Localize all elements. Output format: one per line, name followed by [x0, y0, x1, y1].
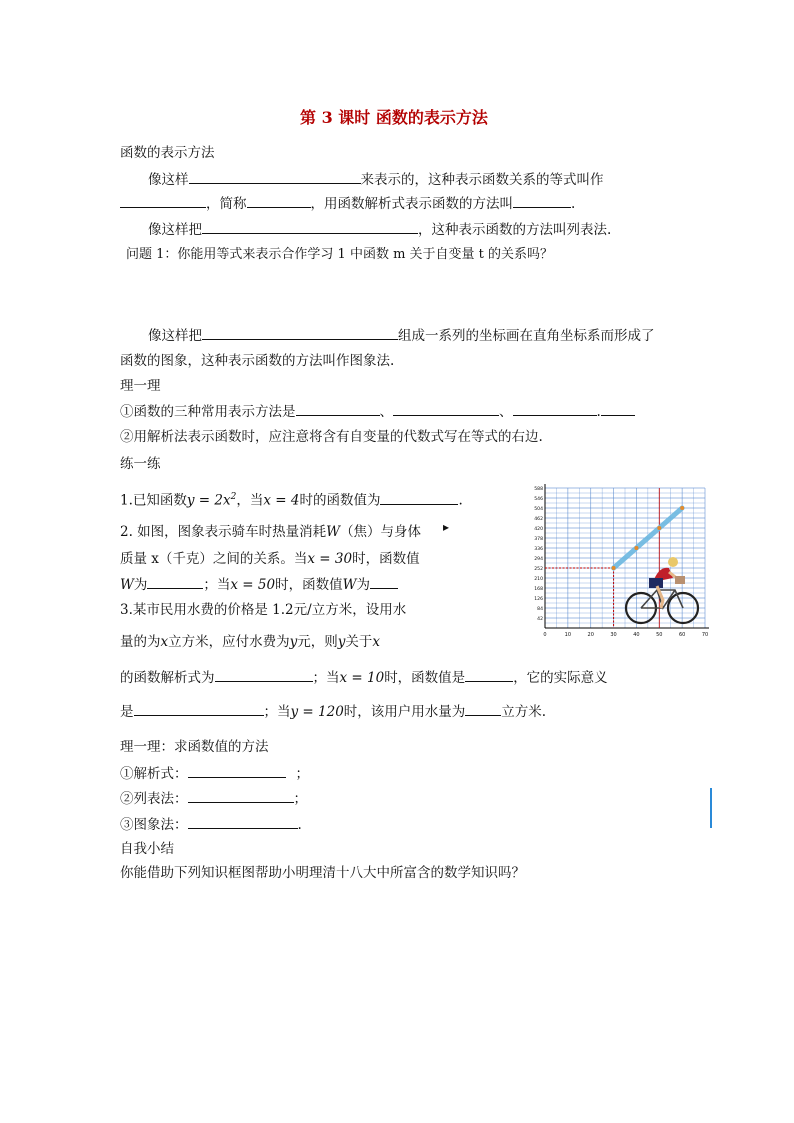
text: ，这种表示函数的方法叫列表法. [418, 222, 612, 238]
answer-blank[interactable] [465, 702, 501, 716]
text: ，当 [236, 492, 264, 509]
y-tick-label: 126 [534, 596, 543, 602]
text: 立方米. [501, 704, 547, 720]
variable: x [372, 634, 381, 650]
section-heading-review: 理一理 [120, 378, 161, 394]
text: ，用函数解析式表示函数的方法叫 [310, 196, 513, 212]
answer-blank[interactable] [215, 668, 313, 682]
section-heading-practice: 练一练 [120, 456, 161, 472]
text: ③图象法： [120, 817, 188, 833]
text: 时，函数值 [352, 551, 420, 567]
data-point [680, 506, 684, 510]
text-line [148, 170, 604, 189]
text: 像这样把 [148, 328, 202, 344]
answer-blank[interactable] [296, 402, 380, 416]
answer-blank[interactable] [188, 764, 286, 778]
answer-blank[interactable] [188, 789, 294, 803]
text: 像这样 [148, 172, 189, 188]
formula: x = 10 [339, 670, 385, 686]
answer-blank[interactable] [513, 402, 597, 416]
text: ，简称 [206, 196, 247, 212]
answer-blank[interactable] [465, 668, 513, 682]
answer-blank[interactable] [120, 194, 206, 208]
text: ②列表法： [120, 791, 188, 807]
answer-blank[interactable] [147, 575, 203, 589]
text: 来表示的，这种表示函数关系的等式叫作 [360, 172, 604, 188]
data-point [657, 526, 661, 530]
variable: W [120, 577, 134, 593]
text-line [148, 220, 611, 239]
practice-question-2-line1 [120, 523, 421, 541]
text: 时的函数值为 [299, 492, 381, 509]
text-line [148, 326, 655, 345]
section-heading-representation: 函数的表示方法 [120, 145, 215, 161]
text: 1.已知函数 [120, 492, 187, 509]
text-line [120, 194, 575, 213]
method-item-2 [120, 789, 307, 808]
text: 的函数解析式为 [120, 670, 215, 686]
text: ； [295, 766, 309, 782]
formula: x = 30 [307, 551, 353, 567]
review-item-1 [120, 402, 635, 421]
summary-text: 你能借助下列知识框图帮助小明理清十八大中所富含的数学知识吗？ [120, 865, 525, 881]
text: . [596, 404, 601, 420]
text: 立方米，应付水费为 [168, 634, 290, 650]
page-title: 第 3 课时 函数的表示方法 [300, 108, 488, 127]
text: . [571, 196, 576, 212]
text: （焦）与身体 [340, 524, 422, 540]
variable: y [337, 634, 346, 650]
rider-head [668, 557, 678, 567]
y-tick-label: 294 [534, 556, 543, 562]
y-tick-label: 462 [534, 516, 543, 522]
section-heading-summary: 自我小结 [120, 841, 174, 857]
y-tick-label: 336 [534, 546, 543, 552]
practice-question-2-line2 [120, 550, 420, 568]
text: 为 [133, 577, 148, 593]
text: 关于 [345, 634, 373, 650]
y-tick-label: 588 [534, 486, 543, 492]
y-tick-label: 546 [534, 496, 543, 502]
y-tick-label: 378 [534, 536, 543, 542]
answer-blank[interactable] [393, 402, 499, 416]
text: 、 [499, 404, 513, 420]
practice-question-2-line3 [120, 575, 398, 594]
text: 是 [120, 704, 134, 720]
answer-blank[interactable] [189, 170, 361, 184]
text: 2. 如图，图象表示骑车时热量消耗 [120, 524, 327, 540]
text: 时，该用户用水量为 [343, 704, 466, 720]
variable: x [160, 634, 169, 650]
exponent: 2 [230, 492, 237, 502]
answer-blank[interactable] [370, 575, 398, 589]
x-tick-label: 30 [610, 632, 617, 638]
variable: W [326, 524, 341, 540]
text: 为 [356, 577, 370, 593]
variable: W [342, 577, 357, 593]
text: 时，函数值是 [384, 670, 466, 686]
bike-handlebar-bag [675, 576, 685, 584]
answer-blank[interactable] [188, 815, 298, 829]
x-tick-label: 20 [587, 632, 594, 638]
question-1: 问题 1：你能用等式来表示合作学习 1 中函数 m 关于自变量 t 的关系吗？ [126, 247, 554, 262]
text: 、 [379, 404, 393, 420]
practice-question-3-line3 [120, 668, 608, 687]
x-tick-label: 60 [678, 632, 686, 638]
review-item-2: ②用解析法表示函数时，应注意将含有自变量的代数式写在等式的右边. [120, 429, 543, 445]
y-tick-label: 504 [534, 506, 543, 512]
practice-question-3-line2 [120, 633, 380, 651]
formula: x = 4 [263, 492, 300, 509]
text: 质量 x（千克）之间的关系。当 [120, 551, 308, 567]
formula: x = 50 [230, 577, 276, 593]
answer-blank[interactable] [134, 702, 264, 716]
method-item-1 [120, 764, 309, 783]
energy-vs-mass-chart [525, 478, 715, 638]
text: . [297, 817, 302, 833]
answer-blank[interactable] [247, 194, 311, 208]
method-item-3 [120, 815, 302, 834]
y-tick-label: 42 [537, 616, 543, 622]
answer-blank[interactable] [513, 194, 571, 208]
text-line: 函数的图象，这种表示函数的方法叫作图象法. [120, 353, 395, 369]
cursor-mark: ▸ [443, 520, 450, 534]
pen-mark [710, 788, 712, 828]
variable: y [289, 634, 298, 650]
answer-blank[interactable] [202, 220, 418, 234]
text: ①函数的三种常用表示方法是 [120, 404, 296, 420]
answer-blank[interactable] [202, 326, 398, 340]
text: . [458, 492, 463, 509]
text: ； [293, 791, 307, 807]
text: 元，则 [297, 634, 338, 650]
text: ；当 [203, 577, 231, 593]
practice-question-3-line4 [120, 702, 546, 721]
data-point [634, 546, 638, 550]
formula: y = 120 [290, 704, 344, 720]
x-tick-label: 70 [701, 632, 709, 638]
y-tick-label: 252 [534, 566, 543, 572]
y-tick-label: 84 [537, 606, 543, 612]
text: 量的为 [120, 634, 161, 650]
text: 像这样把 [148, 222, 202, 238]
text: ；当 [263, 704, 291, 720]
answer-blank[interactable] [380, 491, 458, 505]
text: ，它的实际意义 [513, 670, 608, 686]
formula: y = 2x [186, 492, 231, 509]
y-tick-label: 168 [534, 586, 543, 592]
text: ①解析式： [120, 766, 188, 782]
y-tick-label: 210 [534, 576, 543, 582]
text: 时，函数值 [275, 577, 343, 593]
practice-question-3-line1: 3.某市民用水费的价格是 1.2元/立方米，设用水 [120, 602, 407, 618]
answer-blank[interactable] [601, 402, 635, 416]
text: 组成一系列的坐标画在直角坐标系而形成了 [398, 328, 655, 344]
section-heading-methods: 理一理：求函数值的方法 [120, 739, 269, 755]
x-tick-label: 50 [656, 632, 663, 638]
x-tick-label: 10 [564, 632, 572, 638]
y-tick-label: 420 [534, 526, 543, 532]
x-tick-label: 0 [543, 632, 547, 638]
practice-question-1 [120, 488, 463, 510]
x-tick-label: 40 [633, 632, 640, 638]
data-point [612, 566, 616, 570]
text: ；当 [312, 670, 340, 686]
